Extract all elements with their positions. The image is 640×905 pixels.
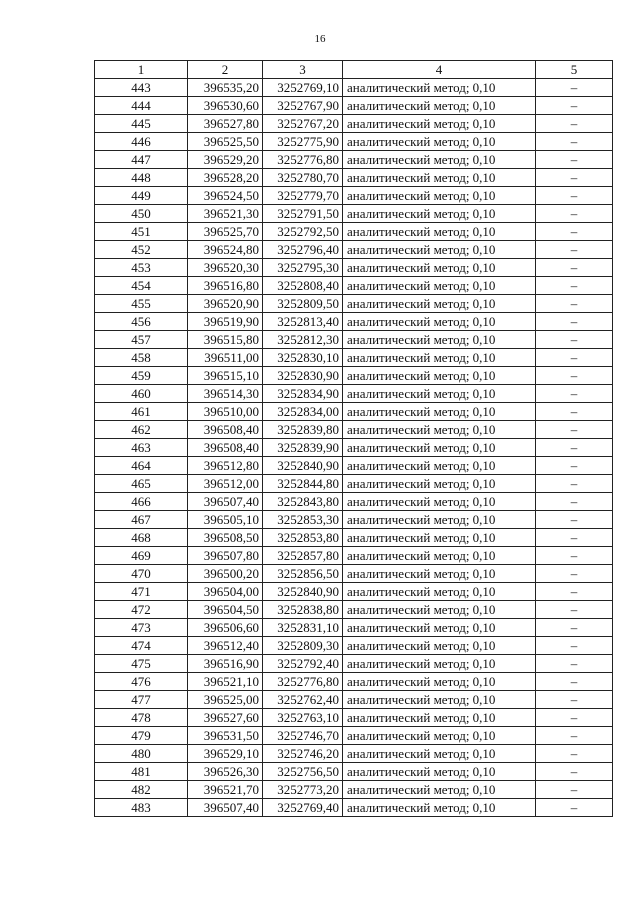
note-cell: – [536,133,613,151]
table-row [95,259,613,277]
method-accuracy-cell: аналитический метод; 0,10 [343,673,536,691]
note-cell: – [536,421,613,439]
page-number: 16 [314,33,326,45]
y-coordinate-cell: 3252844,80 [263,475,343,493]
x-coordinate-cell: 396521,70 [188,781,263,799]
table-row [95,79,613,97]
table-row [95,655,613,673]
point-number-cell: 458 [95,349,188,367]
method-accuracy-cell: аналитический метод; 0,10 [343,727,536,745]
table-row [95,133,613,151]
y-coordinate-cell: 3252776,80 [263,673,343,691]
y-coordinate-cell: 3252767,20 [263,115,343,133]
note-cell: – [536,511,613,529]
x-coordinate-cell: 396521,10 [188,673,263,691]
method-accuracy-cell: аналитический метод; 0,10 [343,223,536,241]
x-coordinate-cell: 396510,00 [188,403,263,421]
note-cell: – [536,331,613,349]
x-coordinate-cell: 396531,50 [188,727,263,745]
table-row [95,439,613,457]
table-row [95,223,613,241]
coordinates-table [94,60,613,817]
method-accuracy-cell: аналитический метод; 0,10 [343,97,536,115]
header-cell-5: 5 [536,61,613,79]
x-coordinate-cell: 396516,90 [188,655,263,673]
y-coordinate-cell: 3252746,20 [263,745,343,763]
point-number-cell: 466 [95,493,188,511]
y-coordinate-cell: 3252756,50 [263,763,343,781]
note-cell: – [536,79,613,97]
table-row [95,727,613,745]
point-number-cell: 482 [95,781,188,799]
y-coordinate-cell: 3252796,40 [263,241,343,259]
method-accuracy-cell: аналитический метод; 0,10 [343,205,536,223]
y-coordinate-cell: 3252831,10 [263,619,343,637]
note-cell: – [536,655,613,673]
y-coordinate-cell: 3252840,90 [263,457,343,475]
y-coordinate-cell: 3252795,30 [263,259,343,277]
x-coordinate-cell: 396500,20 [188,565,263,583]
x-coordinate-cell: 396508,40 [188,421,263,439]
table-row [95,799,613,817]
note-cell: – [536,583,613,601]
method-accuracy-cell: аналитический метод; 0,10 [343,133,536,151]
note-cell: – [536,277,613,295]
method-accuracy-cell: аналитический метод; 0,10 [343,115,536,133]
method-accuracy-cell: аналитический метод; 0,10 [343,619,536,637]
x-coordinate-cell: 396508,50 [188,529,263,547]
header-cell-2: 2 [188,61,263,79]
method-accuracy-cell: аналитический метод; 0,10 [343,421,536,439]
point-number-cell: 481 [95,763,188,781]
table-row [95,637,613,655]
point-number-cell: 480 [95,745,188,763]
table-row [95,709,613,727]
point-number-cell: 443 [95,79,188,97]
method-accuracy-cell: аналитический метод; 0,10 [343,475,536,493]
point-number-cell: 459 [95,367,188,385]
x-coordinate-cell: 396508,40 [188,439,263,457]
y-coordinate-cell: 3252808,40 [263,277,343,295]
table-row [95,187,613,205]
note-cell: – [536,403,613,421]
point-number-cell: 474 [95,637,188,655]
note-cell: – [536,727,613,745]
x-coordinate-cell: 396528,20 [188,169,263,187]
y-coordinate-cell: 3252773,20 [263,781,343,799]
note-cell: – [536,187,613,205]
note-cell: – [536,691,613,709]
point-number-cell: 452 [95,241,188,259]
y-coordinate-cell: 3252779,70 [263,187,343,205]
point-number-cell: 453 [95,259,188,277]
x-coordinate-cell: 396516,80 [188,277,263,295]
table-row [95,367,613,385]
table-row [95,565,613,583]
table-row [95,97,613,115]
table-row [95,493,613,511]
point-number-cell: 473 [95,619,188,637]
x-coordinate-cell: 396504,50 [188,601,263,619]
note-cell: – [536,709,613,727]
note-cell: – [536,493,613,511]
table-row [95,241,613,259]
method-accuracy-cell: аналитический метод; 0,10 [343,241,536,259]
note-cell: – [536,205,613,223]
x-coordinate-cell: 396507,40 [188,493,263,511]
note-cell: – [536,295,613,313]
point-number-cell: 483 [95,799,188,817]
y-coordinate-cell: 3252762,40 [263,691,343,709]
x-coordinate-cell: 396505,10 [188,511,263,529]
point-number-cell: 478 [95,709,188,727]
method-accuracy-cell: аналитический метод; 0,10 [343,529,536,547]
note-cell: – [536,799,613,817]
point-number-cell: 454 [95,277,188,295]
x-coordinate-cell: 396520,30 [188,259,263,277]
y-coordinate-cell: 3252839,90 [263,439,343,457]
table-row [95,277,613,295]
note-cell: – [536,565,613,583]
point-number-cell: 467 [95,511,188,529]
y-coordinate-cell: 3252769,10 [263,79,343,97]
table-row [95,205,613,223]
method-accuracy-cell: аналитический метод; 0,10 [343,385,536,403]
point-number-cell: 475 [95,655,188,673]
table-row [95,169,613,187]
table-row [95,529,613,547]
method-accuracy-cell: аналитический метод; 0,10 [343,781,536,799]
point-number-cell: 444 [95,97,188,115]
method-accuracy-cell: аналитический метод; 0,10 [343,79,536,97]
x-coordinate-cell: 396524,50 [188,187,263,205]
point-number-cell: 450 [95,205,188,223]
x-coordinate-cell: 396529,10 [188,745,263,763]
table-row [95,745,613,763]
y-coordinate-cell: 3252853,30 [263,511,343,529]
point-number-cell: 472 [95,601,188,619]
point-number-cell: 457 [95,331,188,349]
table-row [95,781,613,799]
note-cell: – [536,115,613,133]
table-row [95,115,613,133]
y-coordinate-cell: 3252792,50 [263,223,343,241]
x-coordinate-cell: 396525,00 [188,691,263,709]
note-cell: – [536,97,613,115]
point-number-cell: 449 [95,187,188,205]
y-coordinate-cell: 3252746,70 [263,727,343,745]
note-cell: – [536,313,613,331]
x-coordinate-cell: 396519,90 [188,313,263,331]
y-coordinate-cell: 3252775,90 [263,133,343,151]
y-coordinate-cell: 3252812,30 [263,331,343,349]
point-number-cell: 455 [95,295,188,313]
note-cell: – [536,745,613,763]
table-row [95,601,613,619]
point-number-cell: 461 [95,403,188,421]
y-coordinate-cell: 3252809,30 [263,637,343,655]
note-cell: – [536,367,613,385]
x-coordinate-cell: 396521,30 [188,205,263,223]
point-number-cell: 464 [95,457,188,475]
x-coordinate-cell: 396526,30 [188,763,263,781]
method-accuracy-cell: аналитический метод; 0,10 [343,439,536,457]
table-row [95,385,613,403]
x-coordinate-cell: 396511,00 [188,349,263,367]
x-coordinate-cell: 396530,60 [188,97,263,115]
point-number-cell: 471 [95,583,188,601]
y-coordinate-cell: 3252843,80 [263,493,343,511]
note-cell: – [536,439,613,457]
note-cell: – [536,259,613,277]
point-number-cell: 448 [95,169,188,187]
y-coordinate-cell: 3252830,90 [263,367,343,385]
point-number-cell: 456 [95,313,188,331]
table-row [95,619,613,637]
note-cell: – [536,475,613,493]
method-accuracy-cell: аналитический метод; 0,10 [343,331,536,349]
y-coordinate-cell: 3252791,50 [263,205,343,223]
y-coordinate-cell: 3252830,10 [263,349,343,367]
note-cell: – [536,169,613,187]
y-coordinate-cell: 3252813,40 [263,313,343,331]
method-accuracy-cell: аналитический метод; 0,10 [343,403,536,421]
point-number-cell: 463 [95,439,188,457]
x-coordinate-cell: 396520,90 [188,295,263,313]
x-coordinate-cell: 396512,00 [188,475,263,493]
table-row [95,421,613,439]
y-coordinate-cell: 3252767,90 [263,97,343,115]
note-cell: – [536,241,613,259]
note-cell: – [536,223,613,241]
header-cell-4: 4 [343,61,536,79]
method-accuracy-cell: аналитический метод; 0,10 [343,259,536,277]
note-cell: – [536,673,613,691]
x-coordinate-cell: 396507,80 [188,547,263,565]
note-cell: – [536,529,613,547]
method-accuracy-cell: аналитический метод; 0,10 [343,799,536,817]
method-accuracy-cell: аналитический метод; 0,10 [343,277,536,295]
method-accuracy-cell: аналитический метод; 0,10 [343,547,536,565]
x-coordinate-cell: 396504,00 [188,583,263,601]
y-coordinate-cell: 3252792,40 [263,655,343,673]
y-coordinate-cell: 3252834,90 [263,385,343,403]
note-cell: – [536,151,613,169]
note-cell: – [536,619,613,637]
table-row [95,295,613,313]
point-number-cell: 462 [95,421,188,439]
note-cell: – [536,349,613,367]
table-body [95,79,613,817]
method-accuracy-cell: аналитический метод; 0,10 [343,367,536,385]
method-accuracy-cell: аналитический метод; 0,10 [343,511,536,529]
method-accuracy-cell: аналитический метод; 0,10 [343,583,536,601]
method-accuracy-cell: аналитический метод; 0,10 [343,709,536,727]
table-row [95,313,613,331]
table-row [95,457,613,475]
y-coordinate-cell: 3252840,90 [263,583,343,601]
method-accuracy-cell: аналитический метод; 0,10 [343,763,536,781]
table-row [95,763,613,781]
x-coordinate-cell: 396515,80 [188,331,263,349]
note-cell: – [536,781,613,799]
note-cell: – [536,637,613,655]
point-number-cell: 447 [95,151,188,169]
table-row [95,691,613,709]
table-row [95,403,613,421]
method-accuracy-cell: аналитический метод; 0,10 [343,655,536,673]
method-accuracy-cell: аналитический метод; 0,10 [343,565,536,583]
table-row [95,511,613,529]
point-number-cell: 468 [95,529,188,547]
method-accuracy-cell: аналитический метод; 0,10 [343,601,536,619]
method-accuracy-cell: аналитический метод; 0,10 [343,349,536,367]
point-number-cell: 445 [95,115,188,133]
point-number-cell: 460 [95,385,188,403]
note-cell: – [536,601,613,619]
point-number-cell: 476 [95,673,188,691]
table-row [95,673,613,691]
header-cell-3: 3 [263,61,343,79]
method-accuracy-cell: аналитический метод; 0,10 [343,187,536,205]
point-number-cell: 479 [95,727,188,745]
table-row [95,331,613,349]
x-coordinate-cell: 396507,40 [188,799,263,817]
y-coordinate-cell: 3252857,80 [263,547,343,565]
x-coordinate-cell: 396525,70 [188,223,263,241]
x-coordinate-cell: 396527,80 [188,115,263,133]
y-coordinate-cell: 3252809,50 [263,295,343,313]
x-coordinate-cell: 396506,60 [188,619,263,637]
point-number-cell: 469 [95,547,188,565]
y-coordinate-cell: 3252838,80 [263,601,343,619]
method-accuracy-cell: аналитический метод; 0,10 [343,151,536,169]
table-row [95,583,613,601]
method-accuracy-cell: аналитический метод; 0,10 [343,169,536,187]
table-row [95,349,613,367]
point-number-cell: 477 [95,691,188,709]
x-coordinate-cell: 396524,80 [188,241,263,259]
x-coordinate-cell: 396512,80 [188,457,263,475]
x-coordinate-cell: 396525,50 [188,133,263,151]
y-coordinate-cell: 3252780,70 [263,169,343,187]
y-coordinate-cell: 3252769,40 [263,799,343,817]
x-coordinate-cell: 396535,20 [188,79,263,97]
y-coordinate-cell: 3252763,10 [263,709,343,727]
point-number-cell: 470 [95,565,188,583]
method-accuracy-cell: аналитический метод; 0,10 [343,493,536,511]
x-coordinate-cell: 396515,10 [188,367,263,385]
method-accuracy-cell: аналитический метод; 0,10 [343,457,536,475]
y-coordinate-cell: 3252853,80 [263,529,343,547]
table-row [95,151,613,169]
table-row [95,475,613,493]
point-number-cell: 465 [95,475,188,493]
header-cell-1: 1 [95,61,188,79]
y-coordinate-cell: 3252856,50 [263,565,343,583]
note-cell: – [536,385,613,403]
header-row [95,61,613,79]
y-coordinate-cell: 3252776,80 [263,151,343,169]
y-coordinate-cell: 3252834,00 [263,403,343,421]
method-accuracy-cell: аналитический метод; 0,10 [343,637,536,655]
x-coordinate-cell: 396512,40 [188,637,263,655]
y-coordinate-cell: 3252839,80 [263,421,343,439]
x-coordinate-cell: 396514,30 [188,385,263,403]
x-coordinate-cell: 396527,60 [188,709,263,727]
note-cell: – [536,547,613,565]
method-accuracy-cell: аналитический метод; 0,10 [343,745,536,763]
note-cell: – [536,763,613,781]
method-accuracy-cell: аналитический метод; 0,10 [343,295,536,313]
method-accuracy-cell: аналитический метод; 0,10 [343,691,536,709]
method-accuracy-cell: аналитический метод; 0,10 [343,313,536,331]
x-coordinate-cell: 396529,20 [188,151,263,169]
note-cell: – [536,457,613,475]
point-number-cell: 451 [95,223,188,241]
point-number-cell: 446 [95,133,188,151]
table-row [95,547,613,565]
